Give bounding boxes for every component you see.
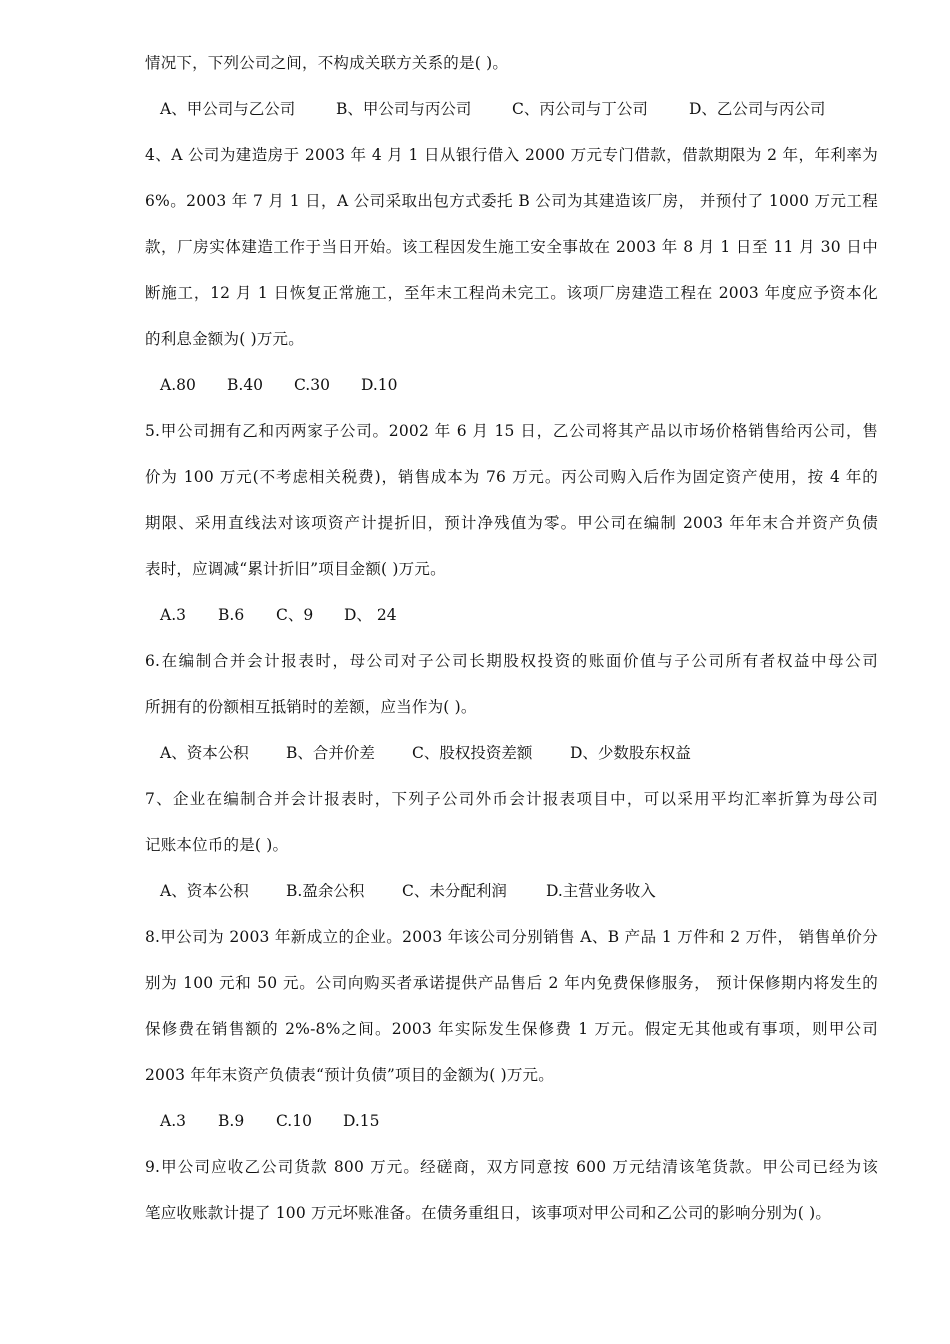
q4-option-d: D.10 <box>361 376 398 394</box>
q8-line-2: 别为 100 元和 50 元。公司向购买者承诺提供产品售后 2 年内免费保修服务， 预计保修期内将发生的 <box>145 974 878 992</box>
q8-option-b: B.9 <box>218 1112 245 1130</box>
q4-option-a: A.80 <box>160 376 196 394</box>
q3-option-c: C、丙公司与丁公司 <box>512 100 648 118</box>
q8-option-c: C.10 <box>276 1112 312 1130</box>
q3-option-a: A、甲公司与乙公司 <box>160 100 296 118</box>
q7-option-b: B.盈余公积 <box>286 882 365 900</box>
q6-option-a: A、资本公积 <box>160 744 249 762</box>
q9-line-1: 9.甲公司应收乙公司货款 800 万元。经磋商，双方同意按 600 万元结清该笔货款。甲公司已经为该 <box>145 1158 878 1176</box>
q7-line-2: 记账本位币的是( )。 <box>145 836 289 854</box>
q7-option-c: C、未分配利润 <box>402 882 507 900</box>
q5-line-3: 期限、采用直线法对该项资产计提折旧，预计净残值为零。甲公司在编制 2003 年年末合并资产负债 <box>145 514 878 532</box>
q4-line-5: 的利息金额为( )万元。 <box>145 330 304 348</box>
q5-option-d: D、 24 <box>344 606 397 624</box>
q6-line-1: 6.在编制合并会计报表时，母公司对子公司长期股权投资的账面价值与子公司所有者权益中母公司 <box>145 652 878 670</box>
q6-option-d: D、少数股东权益 <box>570 744 691 762</box>
q3-option-d: D、乙公司与丙公司 <box>689 100 826 118</box>
q4-line-1: 4、A 公司为建造房于 2003 年 4 月 1 日从银行借入 2000 万元专门借款，借款期限为 2 年，年利率为 <box>145 146 878 164</box>
q6-line-2: 所拥有的份额相互抵销时的差额，应当作为( )。 <box>145 698 477 716</box>
q8-line-1: 8.甲公司为 2003 年新成立的企业。2003 年该公司分别销售 A、B 产品 1 万件和 2 万件， 销售单价分 <box>145 928 878 946</box>
q7-option-d: D.主营业务收入 <box>546 882 656 900</box>
q5-line-4: 表时，应调减“累计折旧”项目金额( )万元。 <box>145 560 446 578</box>
q5-line-1: 5.甲公司拥有乙和丙两家子公司。2002 年 6 月 15 日，乙公司将其产品以市场价格销售给丙公司，售 <box>145 422 878 440</box>
q8-line-3: 保修费在销售额的 2%-8%之间。2003 年实际发生保修费 1 万元。假定无其他或有事项，则甲公司 <box>145 1020 878 1038</box>
q7-line-1: 7、企业在编制合并会计报表时，下列子公司外币会计报表项目中，可以采用平均汇率折算为母公司 <box>145 790 878 808</box>
q8-line-4: 2003 年年末资产负债表“预计负债”项目的金额为( )万元。 <box>145 1066 554 1084</box>
q5-option-a: A.3 <box>160 606 186 624</box>
q5-line-2: 价为 100 万元(不考虑相关税费)，销售成本为 76 万元。丙公司购入后作为固定资产使用，按 4 年的 <box>145 468 878 486</box>
q9-line-2: 笔应收账款计提了 100 万元坏账准备。在债务重组日，该事项对甲公司和乙公司的影响分别为( )。 <box>145 1204 832 1222</box>
q8-option-a: A.3 <box>160 1112 186 1130</box>
q4-line-3: 款，厂房实体建造工作于当日开始。该工程因发生施工安全事故在 2003 年 8 月 1 日至 11 月 30 日中 <box>145 238 878 256</box>
q4-option-b: B.40 <box>227 376 264 394</box>
q5-option-c: C、9 <box>276 606 314 624</box>
q3-option-b: B、甲公司与丙公司 <box>336 100 472 118</box>
q4-line-2: 6%。2003 年 7 月 1 日，A 公司采取出包方式委托 B 公司为其建造该厂房， 并预付了 1000 万元工程 <box>145 192 878 210</box>
q6-option-b: B、合并价差 <box>286 744 375 762</box>
q8-option-d: D.15 <box>343 1112 380 1130</box>
q5-option-b: B.6 <box>218 606 245 624</box>
q4-line-4: 断施工，12 月 1 日恢复正常施工，至年末工程尚未完工。该项厂房建造工程在 2003 年度应予资本化 <box>145 284 878 302</box>
q4-option-c: C.30 <box>294 376 330 394</box>
q7-option-a: A、资本公积 <box>160 882 249 900</box>
q6-option-c: C、股权投资差额 <box>412 744 533 762</box>
q3-line-1: 情况下，下列公司之间，不构成关联方关系的是( )。 <box>145 54 509 72</box>
